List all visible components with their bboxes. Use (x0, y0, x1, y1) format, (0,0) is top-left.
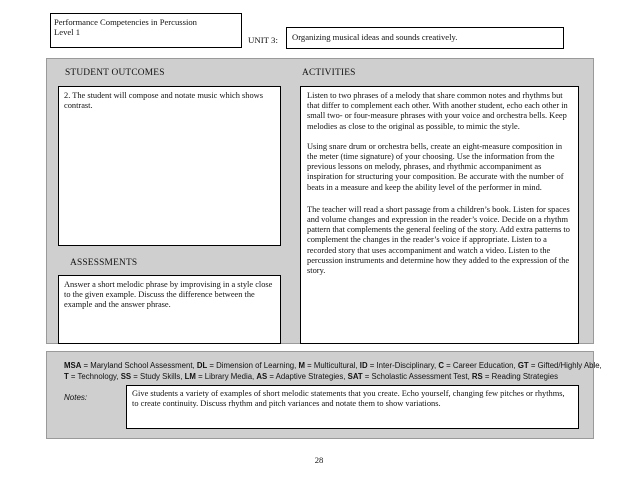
key-def: = Gifted/Highly Able, (528, 361, 602, 370)
key-def: = Maryland School Assessment, (81, 361, 197, 370)
assessments-box (58, 275, 281, 344)
activity-paragraph: Using snare drum or orchestra bells, create an eight-measure composition in the meter (time signature) of your choosing. Use the information from the previous lessons on melody, phrases, and rhythmic accompaniment as inspiration for structuring your composition. Be accurate with the number of beats in a measure and keep the ability level of the performer in mind. (307, 141, 564, 192)
abbreviation-key-line2 (64, 372, 558, 382)
unit-description: Organizing musical ideas and sounds creatively. (292, 32, 458, 42)
key-abbr: LM (184, 372, 196, 381)
key-def: = Scholastic Assessment Test, (362, 372, 472, 381)
key-def: = Study Skills, (131, 372, 185, 381)
key-abbr: DL (196, 361, 208, 370)
key-def: = Career Education, (443, 361, 518, 370)
key-def: = Multicultural, (304, 361, 360, 370)
key-abbr: M (298, 361, 305, 370)
key-abbr: SAT (347, 372, 363, 381)
activity-paragraph: Listen to two phrases of a melody that share common notes and rhythms but that differ to complement each other. With another student, echo each other in small two- or four-measure phrases with your voice and orchestra bells. Keep melodies as close to the original as possible, to mimic the style. (307, 91, 568, 131)
assessment-text: Answer a short melodic phrase by improvising in a style close to the given example. Discuss the difference between the example and the answer phrase. (64, 280, 273, 310)
key-abbr: GT (517, 361, 529, 370)
unit-description-box (286, 27, 564, 49)
abbreviation-key-line1 (64, 361, 602, 371)
page-number: 28 (314, 455, 324, 465)
key-def: = Technology, (68, 372, 121, 381)
outcomes-box (58, 86, 281, 246)
key-def: = Reading Strategies (482, 372, 558, 381)
outcome-text: 2. The student will compose and notate music which shows contrast. (64, 91, 263, 111)
activities-box (300, 86, 579, 344)
notes-label: Notes: (64, 393, 88, 402)
key-abbr: SS (120, 372, 132, 381)
key-abbr: RS (471, 372, 483, 381)
unit-label: UNIT 3: (248, 35, 278, 45)
key-abbr: MSA (64, 361, 82, 370)
key-def: = Inter-Disciplinary, (367, 361, 439, 370)
key-def: = Library Media, (195, 372, 257, 381)
notes-box (126, 385, 579, 429)
key-def: = Adaptive Strategies, (267, 372, 348, 381)
key-def: = Dimension of Learning, (207, 361, 299, 370)
key-abbr: ID (359, 361, 368, 370)
key-abbr: T (64, 372, 69, 381)
doc-level: Level 1 (54, 27, 81, 38)
header-title-box (50, 13, 242, 48)
key-abbr: AS (256, 372, 268, 381)
doc-title: Performance Competencies in Percussion (54, 17, 197, 27)
outcomes-heading: STUDENT OUTCOMES (65, 68, 165, 78)
key-abbr: C (438, 361, 444, 370)
activity-paragraph: The teacher will read a short passage from a children’s book. Listen for spaces and volume changes and expression in the reader’s voice. Decide on a rhythm pattern that complements the general feeling of the story. Add extra patterns to complement the changes in the reader’s voice if appropriate. Listen to a recorded story that uses accompaniment and watch a video. Listen to the percussion instruments and determine how they added to the expression of the story. (307, 204, 570, 276)
notes-text: Give students a variety of examples of short melodic statements that you create. Echo yourself, changing few pitches or rhythms, to create continuity. Discuss rhythm and pitch variances and notate them to show variations. (132, 389, 565, 409)
assessments-heading: ASSESSMENTS (70, 258, 138, 268)
activities-heading: ACTIVITIES (302, 68, 356, 78)
